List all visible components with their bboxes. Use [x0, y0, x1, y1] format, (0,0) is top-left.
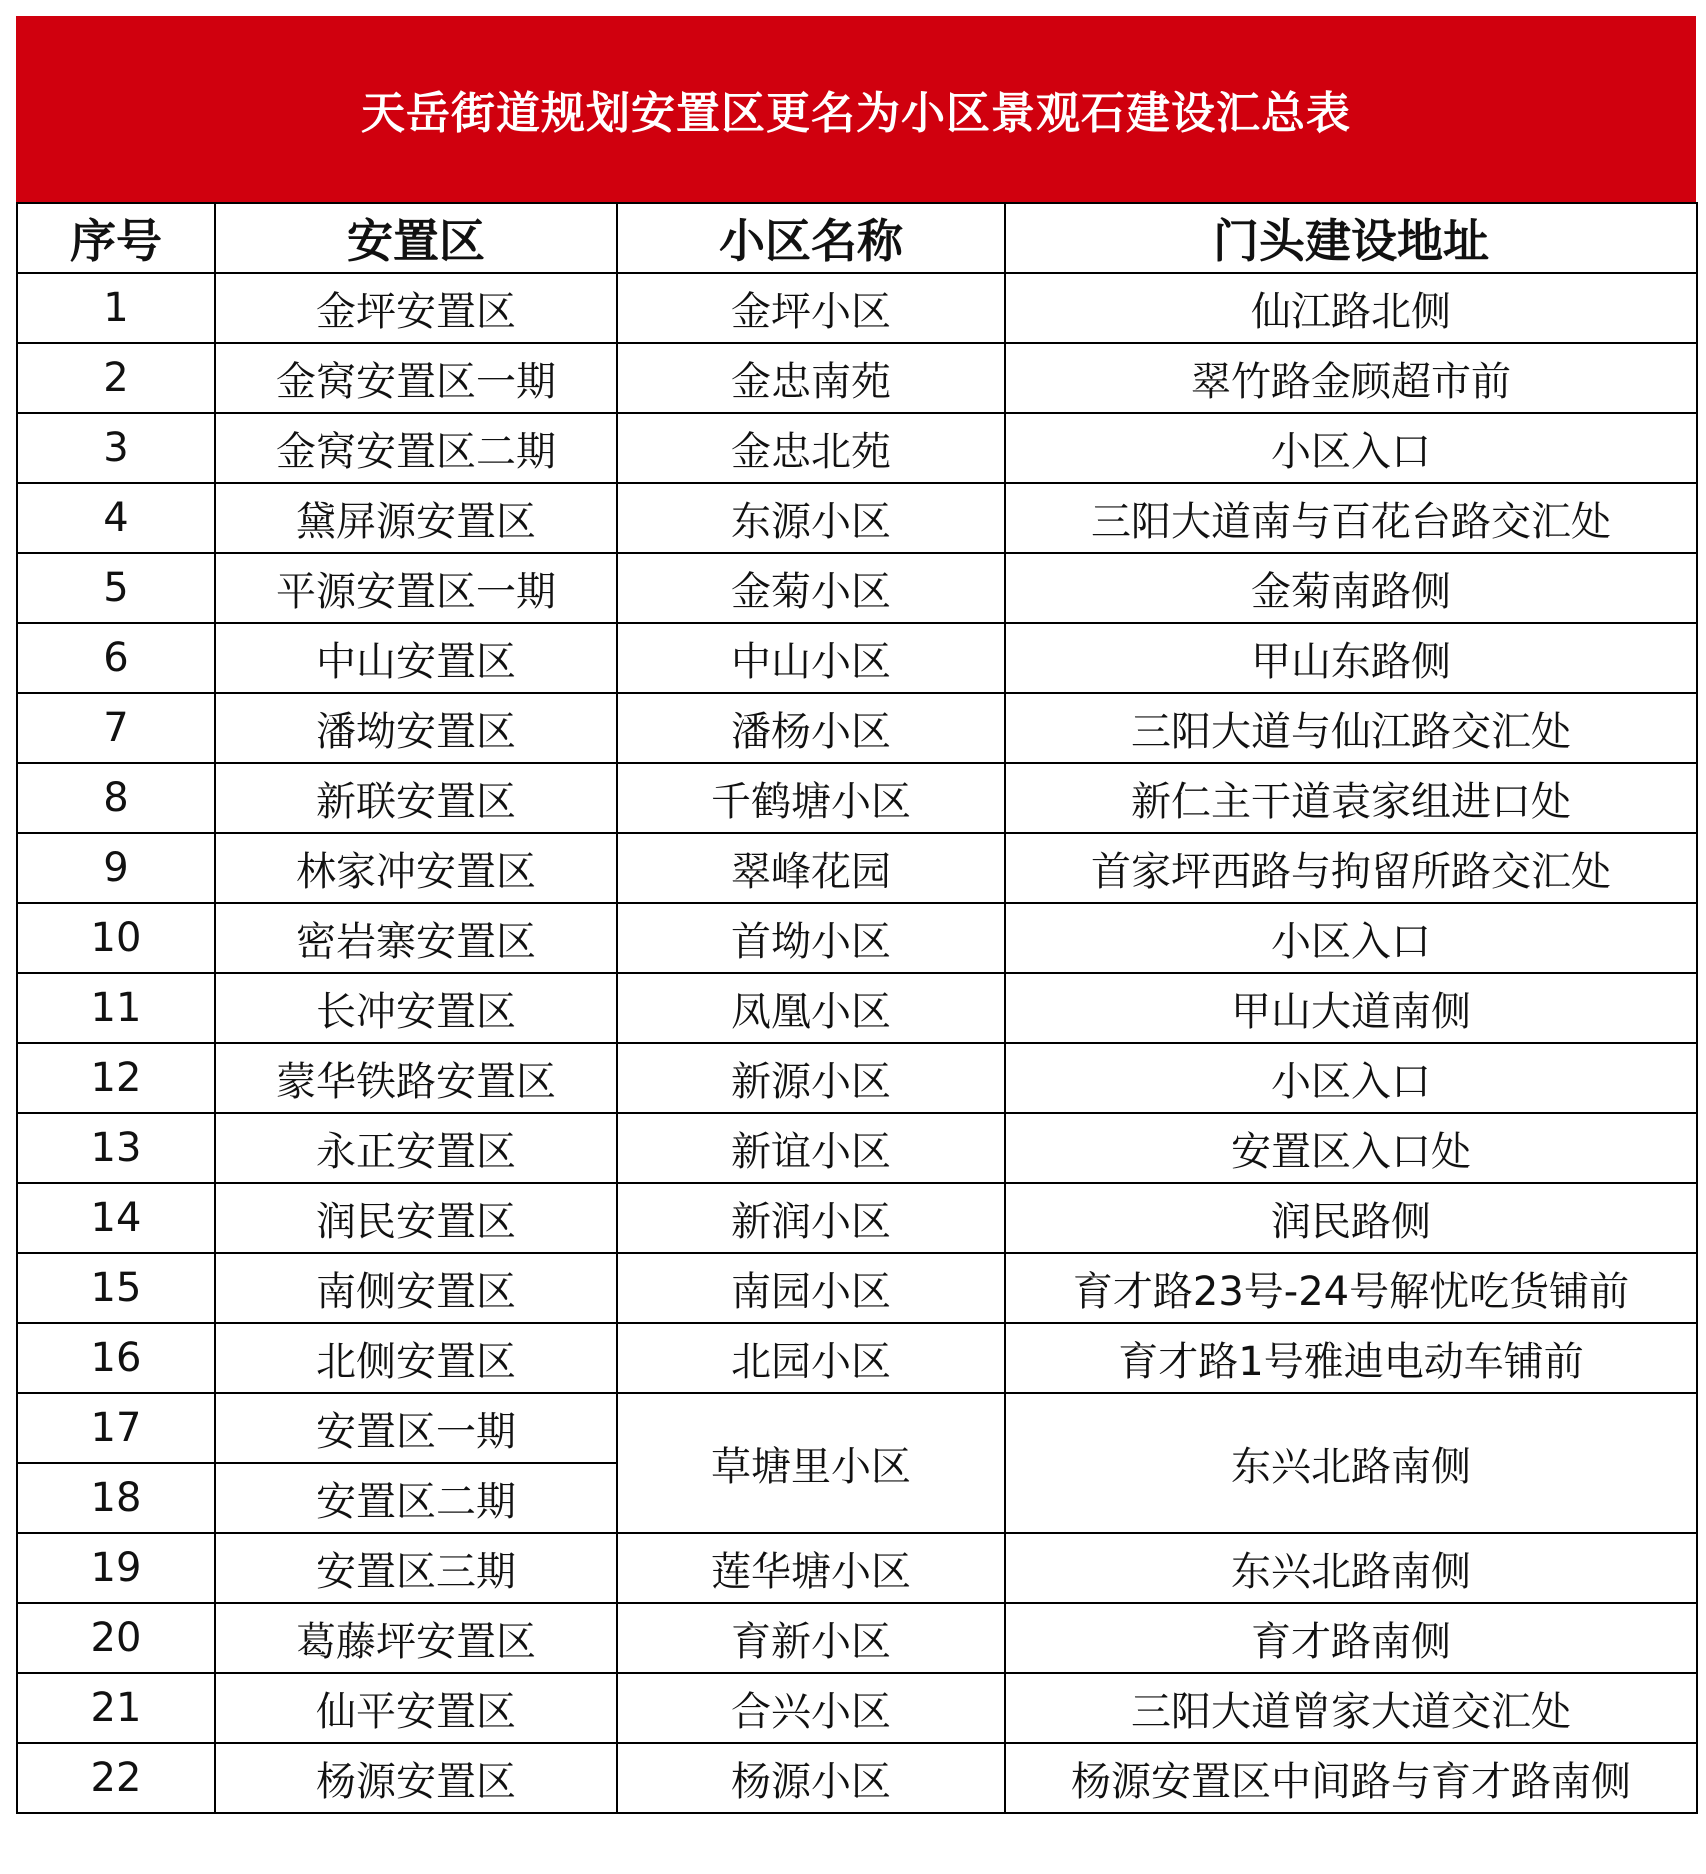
table-row [17, 693, 1697, 763]
row-index: 11 [17, 973, 215, 1043]
row-index: 10 [17, 903, 215, 973]
table-row [17, 763, 1697, 833]
row-address-merged: 东兴北路南侧 [1005, 1393, 1697, 1533]
row-community: 千鹤塘小区 [617, 763, 1005, 833]
row-zone: 安置区二期 [215, 1463, 617, 1533]
row-zone: 新联安置区 [215, 763, 617, 833]
row-address: 三阳大道南与百花台路交汇处 [1005, 483, 1697, 553]
row-index: 14 [17, 1183, 215, 1253]
row-address: 育才路23号-24号解忧吃货铺前 [1005, 1253, 1697, 1323]
table-row [17, 833, 1697, 903]
row-community: 凤凰小区 [617, 973, 1005, 1043]
row-community: 新源小区 [617, 1043, 1005, 1113]
row-community: 金坪小区 [617, 273, 1005, 343]
row-community: 育新小区 [617, 1603, 1005, 1673]
row-address: 安置区入口处 [1005, 1113, 1697, 1183]
row-address: 东兴北路南侧 [1005, 1533, 1697, 1603]
row-address: 金菊南路侧 [1005, 553, 1697, 623]
row-index: 7 [17, 693, 215, 763]
row-zone: 密岩寨安置区 [215, 903, 617, 973]
header-index: 序号 [17, 203, 215, 273]
row-index: 2 [17, 343, 215, 413]
row-community: 中山小区 [617, 623, 1005, 693]
row-community: 金忠北苑 [617, 413, 1005, 483]
row-index: 6 [17, 623, 215, 693]
table-row [17, 973, 1697, 1043]
row-index: 20 [17, 1603, 215, 1673]
table-row [17, 483, 1697, 553]
row-community: 首坳小区 [617, 903, 1005, 973]
row-zone: 潘坳安置区 [215, 693, 617, 763]
table-row [17, 1743, 1697, 1813]
row-address: 小区入口 [1005, 1043, 1697, 1113]
header-address: 门头建设地址 [1005, 203, 1697, 273]
table-row [17, 1113, 1697, 1183]
row-zone: 金坪安置区 [215, 273, 617, 343]
row-index: 22 [17, 1743, 215, 1813]
table-row [17, 1323, 1697, 1393]
row-zone: 安置区一期 [215, 1393, 617, 1463]
table-row [17, 903, 1697, 973]
row-address: 育才路1号雅迪电动车铺前 [1005, 1323, 1697, 1393]
summary-sheet [16, 16, 1696, 1814]
row-community: 翠峰花园 [617, 833, 1005, 903]
row-community: 潘杨小区 [617, 693, 1005, 763]
table-row [17, 1183, 1697, 1253]
row-index: 19 [17, 1533, 215, 1603]
table-row [17, 273, 1697, 343]
header-row [17, 203, 1697, 273]
row-index: 8 [17, 763, 215, 833]
row-community: 新谊小区 [617, 1113, 1005, 1183]
table-row [17, 1393, 1697, 1463]
header-community: 小区名称 [617, 203, 1005, 273]
row-address: 育才路南侧 [1005, 1603, 1697, 1673]
row-community: 金忠南苑 [617, 343, 1005, 413]
row-index: 17 [17, 1393, 215, 1463]
row-address: 甲山东路侧 [1005, 623, 1697, 693]
row-index: 16 [17, 1323, 215, 1393]
row-zone: 金窝安置区二期 [215, 413, 617, 483]
row-address: 三阳大道与仙江路交汇处 [1005, 693, 1697, 763]
row-zone: 中山安置区 [215, 623, 617, 693]
row-index: 5 [17, 553, 215, 623]
row-index: 21 [17, 1673, 215, 1743]
row-index: 9 [17, 833, 215, 903]
row-index: 1 [17, 273, 215, 343]
table-row [17, 1673, 1697, 1743]
row-zone: 安置区三期 [215, 1533, 617, 1603]
row-address: 翠竹路金顾超市前 [1005, 343, 1697, 413]
row-index: 13 [17, 1113, 215, 1183]
row-community: 新润小区 [617, 1183, 1005, 1253]
row-address: 小区入口 [1005, 413, 1697, 483]
row-zone: 仙平安置区 [215, 1673, 617, 1743]
row-index: 12 [17, 1043, 215, 1113]
row-zone: 长冲安置区 [215, 973, 617, 1043]
table-row [17, 553, 1697, 623]
row-community: 莲华塘小区 [617, 1533, 1005, 1603]
row-address: 润民路侧 [1005, 1183, 1697, 1253]
table-row [17, 1043, 1697, 1113]
row-address: 甲山大道南侧 [1005, 973, 1697, 1043]
table-row [17, 1603, 1697, 1673]
row-address: 新仁主干道袁家组进口处 [1005, 763, 1697, 833]
row-zone: 葛藤坪安置区 [215, 1603, 617, 1673]
row-address: 三阳大道曾家大道交汇处 [1005, 1673, 1697, 1743]
row-index: 3 [17, 413, 215, 483]
summary-table [16, 202, 1698, 1814]
row-zone: 平源安置区一期 [215, 553, 617, 623]
row-community: 合兴小区 [617, 1673, 1005, 1743]
row-address: 小区入口 [1005, 903, 1697, 973]
table-row [17, 1253, 1697, 1323]
row-community: 东源小区 [617, 483, 1005, 553]
row-index: 15 [17, 1253, 215, 1323]
row-address: 首家坪西路与拘留所路交汇处 [1005, 833, 1697, 903]
row-zone: 北侧安置区 [215, 1323, 617, 1393]
row-zone: 南侧安置区 [215, 1253, 617, 1323]
row-community-merged: 草塘里小区 [617, 1393, 1005, 1533]
row-community: 北园小区 [617, 1323, 1005, 1393]
row-address: 杨源安置区中间路与育才路南侧 [1005, 1743, 1697, 1813]
row-zone: 黛屏源安置区 [215, 483, 617, 553]
table-row [17, 413, 1697, 483]
row-zone: 杨源安置区 [215, 1743, 617, 1813]
table-row [17, 623, 1697, 693]
table-title: 天岳街道规划安置区更名为小区景观石建设汇总表 [16, 16, 1696, 202]
table-row [17, 343, 1697, 413]
row-zone: 永正安置区 [215, 1113, 617, 1183]
row-index: 4 [17, 483, 215, 553]
row-community: 金菊小区 [617, 553, 1005, 623]
row-community: 杨源小区 [617, 1743, 1005, 1813]
row-index: 18 [17, 1463, 215, 1533]
header-zone: 安置区 [215, 203, 617, 273]
row-zone: 蒙华铁路安置区 [215, 1043, 617, 1113]
row-zone: 金窝安置区一期 [215, 343, 617, 413]
row-zone: 润民安置区 [215, 1183, 617, 1253]
row-community: 南园小区 [617, 1253, 1005, 1323]
row-address: 仙江路北侧 [1005, 273, 1697, 343]
table-row [17, 1533, 1697, 1603]
row-zone: 林家冲安置区 [215, 833, 617, 903]
